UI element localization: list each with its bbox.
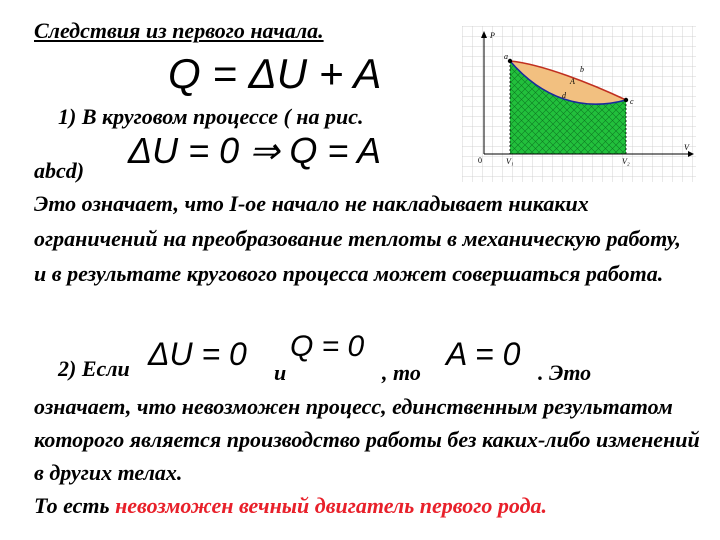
point-2-if: 2) Если bbox=[58, 356, 130, 381]
slide-title: Следствия из первого начала. bbox=[34, 18, 324, 43]
paragraph-1: Это означает, что I-ое начало не накладывает никаких ограничений на преобразование теплоты в механическую работу, и в результате кругового процесса может совершаться работа. bbox=[34, 191, 681, 286]
point-c-dot bbox=[624, 98, 628, 102]
tick-v1: V₁ bbox=[506, 157, 514, 166]
point-a-dot bbox=[508, 59, 512, 63]
paragraph-2-highlight: невозможен вечный двигатель первого рода. bbox=[115, 493, 548, 518]
cycle-area-label: A bbox=[570, 77, 575, 86]
point-d-label: d bbox=[562, 91, 566, 100]
point-2-eto: . Это bbox=[538, 360, 592, 385]
point-c-label: c bbox=[630, 97, 634, 106]
point-b-label: b bbox=[580, 65, 584, 74]
axis-v-label: V bbox=[684, 143, 689, 152]
pv-diagram bbox=[462, 26, 696, 182]
point-1-label: 1) В круговом процессе ( на рис. bbox=[58, 104, 364, 129]
formula-du-zero: ΔU = 0 bbox=[148, 336, 247, 372]
paragraph-2 bbox=[34, 390, 704, 522]
point-1-suffix: abcd) bbox=[34, 158, 85, 183]
paragraph-2-lead: означает, что невозможен процесс, единственным результатом которого является производство работы без каких-либо изменений в других телах. bbox=[34, 394, 700, 485]
tick-v2: V₂ bbox=[622, 157, 630, 166]
conjunction-and: и bbox=[274, 360, 287, 385]
formula-first-law: Q = ΔU + A bbox=[168, 50, 382, 97]
formula-q-zero: Q = 0 bbox=[290, 330, 365, 363]
formula-cycle: ΔU = 0 ⇒ Q = A bbox=[128, 130, 382, 171]
paragraph-2-prefix: То есть bbox=[34, 493, 110, 518]
point-a-label: a bbox=[504, 52, 508, 61]
conjunction-then: , то bbox=[382, 360, 421, 385]
formula-a-zero: A = 0 bbox=[446, 336, 521, 372]
origin-label: 0 bbox=[478, 156, 482, 165]
axis-p-label: P bbox=[490, 31, 495, 40]
